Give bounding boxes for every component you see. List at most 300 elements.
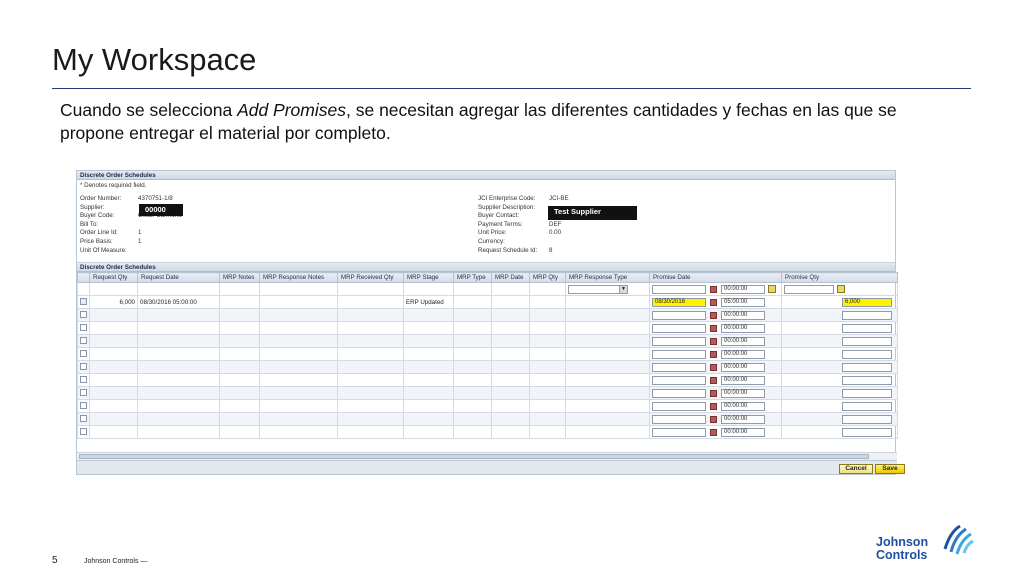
grid-cell (492, 322, 530, 335)
grid-cell (404, 400, 454, 413)
grid-cell (138, 413, 220, 426)
promise-time-filter[interactable]: 00:00:00 (721, 285, 765, 294)
required-field-note (77, 180, 895, 191)
row-checkbox[interactable] (80, 298, 87, 305)
grid-cell (566, 374, 650, 387)
grid-cell (220, 309, 260, 322)
grid-cell (338, 374, 404, 387)
promise-qty-input[interactable] (842, 337, 892, 346)
promise-date-input[interactable] (652, 350, 706, 359)
calendar-icon[interactable] (710, 351, 717, 358)
grid-cell (454, 335, 492, 348)
request-qty: 6,000 (119, 298, 135, 306)
grid-cell (404, 296, 454, 309)
table-row[interactable] (78, 296, 898, 309)
grid-cell (220, 283, 260, 296)
promise-time-input[interactable]: 00:00:00 (721, 428, 765, 437)
table-row[interactable] (78, 374, 898, 387)
horizontal-scrollbar[interactable] (77, 452, 897, 460)
grid-cell (530, 322, 566, 335)
detail-field-label: Payment Terms: (478, 220, 523, 228)
grid-cell (138, 361, 220, 374)
grid-cell (650, 309, 782, 322)
grid-cell (260, 426, 338, 439)
calendar-icon[interactable] (710, 377, 717, 384)
grid-cell (782, 322, 898, 335)
promise-qty-input[interactable] (842, 389, 892, 398)
grid-cell (220, 413, 260, 426)
row-checkbox[interactable] (80, 389, 87, 396)
embedded-screenshot (76, 170, 896, 475)
detail-field (478, 229, 561, 236)
response-type-dropdown[interactable] (568, 285, 628, 294)
grid-cell (492, 283, 530, 296)
scrollbar-thumb[interactable] (79, 454, 869, 459)
grid-cell (566, 348, 650, 361)
column-header[interactable]: MRP Response Notes (260, 273, 338, 283)
grid-cell (338, 400, 404, 413)
grid-cell (90, 387, 138, 400)
grid-cell (220, 374, 260, 387)
grid-cell (78, 322, 90, 335)
grid-cell (782, 283, 898, 296)
cancel-button[interactable]: Cancel (839, 464, 873, 474)
grid-cell (454, 322, 492, 335)
grid-cell (454, 374, 492, 387)
grid-cell (530, 361, 566, 374)
grid-cell (530, 296, 566, 309)
grid-cell (492, 335, 530, 348)
grid-cell (138, 335, 220, 348)
promise-qty-input[interactable] (842, 350, 892, 359)
grid-cell (404, 387, 454, 400)
promise-date-input[interactable] (652, 389, 706, 398)
grid-cell (454, 283, 492, 296)
lookup-icon[interactable] (768, 285, 776, 293)
column-header[interactable]: MRP Type (454, 273, 492, 283)
grid-cell (338, 335, 404, 348)
grid-cell (78, 374, 90, 387)
grid-cell (90, 296, 138, 309)
grid-cell (566, 296, 650, 309)
grid-cell (566, 400, 650, 413)
calendar-icon[interactable] (710, 403, 717, 410)
calendar-icon[interactable] (710, 338, 717, 345)
calendar-icon[interactable] (710, 390, 717, 397)
promise-date-input[interactable] (652, 428, 706, 437)
column-header[interactable] (78, 273, 90, 283)
grid-cell (650, 348, 782, 361)
promise-date-input[interactable] (652, 376, 706, 385)
grid-cell (454, 361, 492, 374)
grid-cell (138, 348, 220, 361)
panel-header: Discrete Order Schedules (77, 171, 895, 180)
detail-field (80, 204, 138, 211)
body-text-pre: Cuando se selecciona (60, 100, 238, 120)
calendar-icon[interactable] (710, 364, 717, 371)
promise-qty-input[interactable] (842, 415, 892, 424)
grid-cell (782, 361, 898, 374)
grid-cell (492, 426, 530, 439)
grid-cell (138, 322, 220, 335)
detail-field (478, 247, 552, 254)
grid-cell (566, 361, 650, 374)
calendar-icon[interactable] (710, 299, 717, 306)
detail-field-label: Unit Of Measure: (80, 246, 127, 254)
promise-qty-input[interactable]: 6,000 (842, 298, 892, 307)
grid-cell (650, 296, 782, 309)
promise-date-input[interactable] (652, 402, 706, 411)
grid-cell (492, 374, 530, 387)
lookup-icon[interactable] (837, 285, 845, 293)
grid-cell (338, 296, 404, 309)
table-row[interactable] (78, 413, 898, 426)
detail-field-label: Unit Price: (478, 229, 507, 237)
column-header[interactable]: MRP Notes (220, 273, 260, 283)
grid-cell (260, 413, 338, 426)
grid-cell (338, 309, 404, 322)
grid-cell (782, 400, 898, 413)
grid-cell (530, 413, 566, 426)
promise-time-input[interactable]: 00:00:00 (721, 311, 765, 320)
grid-cell (454, 309, 492, 322)
logo-mark-icon (940, 522, 974, 556)
detail-field-label: Buyer Contact: (478, 212, 519, 220)
grid-cell (530, 348, 566, 361)
promise-qty-input[interactable] (842, 363, 892, 372)
grid-cell (454, 296, 492, 309)
grid-cell (650, 426, 782, 439)
row-checkbox[interactable] (80, 376, 87, 383)
promise-date-input[interactable] (652, 363, 706, 372)
page-number: 5 (52, 555, 58, 566)
chevron-down-icon[interactable]: ▼ (619, 286, 627, 293)
grid-cell (260, 361, 338, 374)
table-row[interactable] (78, 348, 898, 361)
grid-cell (454, 387, 492, 400)
grid-cell (260, 348, 338, 361)
grid-cell (492, 361, 530, 374)
detail-field (478, 212, 549, 219)
grid-cell (650, 322, 782, 335)
table-row[interactable] (78, 387, 898, 400)
grid-cell (220, 400, 260, 413)
row-checkbox[interactable] (80, 324, 87, 331)
grid-cell (78, 296, 90, 309)
grid-cell (260, 335, 338, 348)
table-row[interactable] (78, 426, 898, 439)
grid-cell (782, 309, 898, 322)
grid-cell (338, 348, 404, 361)
table-row[interactable] (78, 322, 898, 335)
grid-cell (530, 387, 566, 400)
grid-cell (492, 309, 530, 322)
grid-cell (138, 374, 220, 387)
grid-cell (138, 283, 220, 296)
grid-cell (454, 400, 492, 413)
grid-cell (78, 335, 90, 348)
row-checkbox[interactable] (80, 311, 87, 318)
grid-cell (90, 361, 138, 374)
grid-cell (782, 426, 898, 439)
grid-cell (492, 348, 530, 361)
detail-field-label: Order Line Id: (80, 229, 118, 237)
promise-date-input[interactable] (652, 337, 706, 346)
grid-cell (530, 374, 566, 387)
save-button[interactable]: Save (875, 464, 905, 474)
detail-field-label: Request Schedule Id: (478, 246, 538, 254)
grid-cell (90, 374, 138, 387)
grid-cell (782, 374, 898, 387)
grid-cell (404, 413, 454, 426)
grid-cell (90, 348, 138, 361)
grid-cell (492, 296, 530, 309)
promise-qty-filter[interactable] (784, 285, 834, 294)
table-row[interactable] (78, 309, 898, 322)
grid-cell (650, 374, 782, 387)
detail-field-label: Supplier: (80, 203, 105, 211)
detail-field (478, 238, 549, 245)
detail-field-label: Supplier Description: (478, 203, 536, 211)
grid-cell (78, 426, 90, 439)
grid-cell (530, 426, 566, 439)
grid-cell (338, 413, 404, 426)
logo-line-2: Controls (876, 548, 928, 562)
grid-cell (90, 413, 138, 426)
promise-date-input[interactable] (652, 311, 706, 320)
grid-cell (566, 309, 650, 322)
grid-body (78, 283, 898, 439)
grid-cell (138, 309, 220, 322)
detail-field (478, 195, 569, 202)
detail-field-label: JCI Enterprise Code: (478, 195, 536, 202)
grid-cell (650, 400, 782, 413)
promise-time-input[interactable]: 00:00:00 (721, 350, 765, 359)
detail-field (80, 221, 138, 228)
filter-row (78, 283, 898, 296)
required-note-text: Denotes required field. (82, 182, 147, 189)
calendar-icon[interactable] (710, 416, 717, 423)
detail-field (80, 195, 173, 202)
detail-field (80, 247, 138, 254)
grid-cell (650, 283, 782, 296)
promise-qty-input[interactable] (842, 324, 892, 333)
grid-cell (530, 335, 566, 348)
table-row[interactable] (78, 400, 898, 413)
detail-field-value: 1 (138, 238, 142, 245)
detail-field (80, 238, 141, 245)
grid-cell (566, 335, 650, 348)
promise-date-input[interactable] (652, 324, 706, 333)
column-header[interactable]: MRP Response Type (566, 273, 650, 283)
grid-cell (220, 322, 260, 335)
grid-cell (78, 413, 90, 426)
grid-cell (90, 400, 138, 413)
detail-field-label: Bill To: (80, 220, 99, 228)
grid-cell (782, 413, 898, 426)
detail-field (478, 204, 549, 211)
grid-cell (782, 296, 898, 309)
grid-cell (220, 296, 260, 309)
logo-line-1: Johnson (876, 535, 929, 549)
calendar-icon[interactable] (710, 325, 717, 332)
body-text-emphasis: Add Promises (237, 100, 346, 120)
mrp-stage: ERP Updated (406, 298, 444, 306)
promise-date-filter[interactable] (652, 285, 706, 294)
grid-cell (78, 387, 90, 400)
grid-cell (220, 387, 260, 400)
promise-qty-input[interactable] (842, 311, 892, 320)
order-details (77, 191, 895, 263)
grid-cell (260, 322, 338, 335)
grid-cell (260, 309, 338, 322)
detail-field-value: JCI-BE (549, 195, 569, 202)
grid-cell (650, 413, 782, 426)
grid-cell (782, 348, 898, 361)
grid-cell (138, 296, 220, 309)
grid-column-headers (78, 273, 898, 283)
grid-cell (90, 283, 138, 296)
column-header[interactable]: Request Qty (90, 273, 138, 283)
promise-qty-input[interactable] (842, 376, 892, 385)
slide-title: My Workspace (52, 42, 257, 77)
grid-cell (338, 426, 404, 439)
grid-cell (454, 348, 492, 361)
grid-cell (566, 426, 650, 439)
promise-date-input[interactable]: 08/30/2016 (652, 298, 706, 307)
grid-cell (404, 283, 454, 296)
grid-cell (454, 426, 492, 439)
grid-cell (338, 387, 404, 400)
detail-field-label: Currency: (478, 238, 505, 245)
row-checkbox[interactable] (80, 415, 87, 422)
action-bar (77, 460, 897, 474)
slide-body-text (60, 99, 920, 145)
row-checkbox[interactable] (80, 337, 87, 344)
grid-cell (260, 283, 338, 296)
promise-time-input[interactable]: 00:00:00 (721, 337, 765, 346)
column-header[interactable]: MRP Date (492, 273, 530, 283)
promise-time-input[interactable]: 00:00:00 (721, 363, 765, 372)
detail-field-value: 4370751-1/8 (138, 195, 173, 202)
redacted-supplier-name: Test Supplier (548, 206, 637, 220)
detail-field-label: Order Number: (80, 195, 122, 202)
title-divider (52, 88, 971, 89)
promise-qty-input[interactable] (842, 428, 892, 437)
grid-cell (404, 309, 454, 322)
redacted-supplier-code: 00000 (139, 204, 183, 216)
promise-date-input[interactable] (652, 415, 706, 424)
grid-cell (90, 322, 138, 335)
column-header[interactable]: MRP Qty (530, 273, 566, 283)
promise-qty-input[interactable] (842, 402, 892, 411)
grid-cell (566, 322, 650, 335)
column-header[interactable]: Promise Qty (782, 273, 898, 283)
detail-field-value: 1 (138, 229, 142, 237)
grid-cell (566, 283, 650, 296)
table-row[interactable] (78, 335, 898, 348)
body-text-post: , se necesitan agregar las diferentes cantidades y fechas en las que se propone entregar el material por completo. (60, 100, 897, 143)
row-checkbox[interactable] (80, 402, 87, 409)
row-checkbox[interactable] (80, 428, 87, 435)
calendar-icon[interactable] (710, 286, 717, 293)
grid-cell (260, 296, 338, 309)
column-header[interactable]: MRP Received Qty (338, 273, 404, 283)
grid-cell (338, 283, 404, 296)
row-checkbox[interactable] (80, 350, 87, 357)
grid-cell (492, 387, 530, 400)
grid-cell (404, 335, 454, 348)
column-header[interactable]: Promise Date (650, 273, 782, 283)
column-header[interactable]: Request Date (138, 273, 220, 283)
grid-cell (650, 387, 782, 400)
logo-wordmark (876, 536, 928, 562)
grid-cell (404, 348, 454, 361)
promise-time-input[interactable]: 00:00:00 (721, 324, 765, 333)
grid-cell (90, 335, 138, 348)
promise-time-input[interactable]: 00:00:00 (721, 415, 765, 424)
promise-time-input[interactable]: 00:00:00 (721, 389, 765, 398)
grid-cell (530, 283, 566, 296)
grid-cell (78, 400, 90, 413)
promise-time-input[interactable]: 00:00:00 (721, 402, 765, 411)
grid-cell (338, 322, 404, 335)
grid-cell (530, 400, 566, 413)
grid-cell (90, 426, 138, 439)
grid-cell (260, 387, 338, 400)
grid-cell (454, 413, 492, 426)
grid-cell (220, 361, 260, 374)
detail-field-value: DEF (549, 220, 562, 228)
row-checkbox[interactable] (80, 363, 87, 370)
grid-cell (220, 348, 260, 361)
column-header[interactable]: MRP Stage (404, 273, 454, 283)
grid-cell (530, 309, 566, 322)
grid-cell (492, 413, 530, 426)
table-row[interactable] (78, 361, 898, 374)
promise-time-input[interactable]: 05:00:00 (721, 298, 765, 307)
grid-cell (90, 309, 138, 322)
grid-cell (492, 400, 530, 413)
calendar-icon[interactable] (710, 429, 717, 436)
detail-field-label: Price Basis: (80, 238, 113, 245)
calendar-icon[interactable] (710, 312, 717, 319)
grid-cell (220, 335, 260, 348)
grid-header: Discrete Order Schedules (77, 263, 895, 272)
grid-cell (404, 361, 454, 374)
grid-cell (78, 309, 90, 322)
schedules-grid (77, 272, 898, 439)
grid-cell (78, 283, 90, 296)
required-star: * (80, 182, 83, 189)
detail-field (80, 229, 141, 236)
grid-cell (138, 426, 220, 439)
grid-cell (78, 348, 90, 361)
grid-cell (138, 400, 220, 413)
grid-cell (566, 413, 650, 426)
grid-cell (220, 426, 260, 439)
grid-cell (404, 426, 454, 439)
grid-cell (782, 387, 898, 400)
grid-cell (260, 374, 338, 387)
promise-time-input[interactable]: 00:00:00 (721, 376, 765, 385)
grid-cell (404, 322, 454, 335)
grid-cell (78, 361, 90, 374)
detail-field (478, 221, 561, 228)
johnson-controls-logo (876, 522, 976, 568)
detail-field-value: 8 (549, 246, 553, 254)
footer-company-text: Johnson Controls — (84, 558, 148, 565)
